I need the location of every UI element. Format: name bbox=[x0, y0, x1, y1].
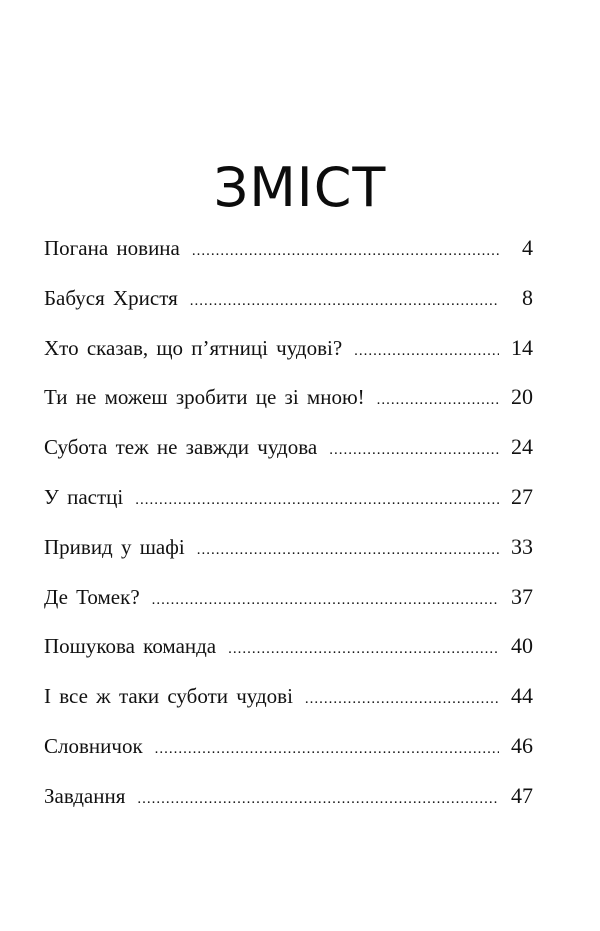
toc-entry[interactable] bbox=[44, 579, 533, 629]
toc-dot-leader bbox=[155, 731, 499, 767]
toc-entry-title: Словничок bbox=[44, 733, 143, 758]
toc-entry[interactable] bbox=[44, 230, 533, 280]
toc-entry[interactable] bbox=[44, 429, 533, 479]
table-of-contents bbox=[44, 230, 533, 828]
toc-entry-title: Пошукова команда bbox=[44, 634, 217, 659]
toc-entry[interactable] bbox=[44, 778, 533, 828]
toc-dot-leader bbox=[190, 283, 499, 319]
toc-entry-title: У пастці bbox=[44, 484, 124, 509]
toc-entry-title: Бабуся Христя bbox=[44, 285, 178, 310]
toc-entry-title: Хто сказав, що п’ятниці чудові? bbox=[44, 335, 343, 360]
toc-dot-leader bbox=[135, 482, 499, 518]
toc-entry-title: Погана новина bbox=[44, 236, 180, 260]
toc-entry-page: 4 bbox=[522, 235, 533, 260]
toc-entry-title: Субота теж не завжди чудова bbox=[44, 435, 318, 460]
toc-entry-page: 33 bbox=[511, 533, 533, 559]
toc-dot-leader bbox=[152, 582, 499, 618]
toc-dot-leader bbox=[377, 382, 499, 418]
toc-entry[interactable] bbox=[44, 280, 533, 330]
toc-entry-title: Привид у шафі bbox=[44, 534, 185, 559]
toc-entry-page: 44 bbox=[511, 683, 533, 709]
toc-entry[interactable] bbox=[44, 529, 533, 579]
toc-entry[interactable] bbox=[44, 330, 533, 380]
toc-entry[interactable] bbox=[44, 728, 533, 778]
toc-dot-leader bbox=[354, 333, 499, 369]
toc-entry-title: Завдання bbox=[44, 783, 126, 808]
toc-dot-leader bbox=[192, 233, 499, 269]
toc-entry-title: І все ж таки суботи чудові bbox=[44, 684, 293, 709]
toc-entry-page: 40 bbox=[511, 633, 533, 659]
toc-entry-page: 47 bbox=[511, 782, 533, 808]
toc-entry-page: 27 bbox=[511, 483, 533, 509]
toc-entry[interactable] bbox=[44, 379, 533, 429]
toc-entry-title: Ти не можеш зробити це зі мною! bbox=[44, 385, 365, 410]
toc-dot-leader bbox=[197, 532, 499, 568]
toc-entry[interactable] bbox=[44, 479, 533, 529]
toc-dot-leader bbox=[329, 432, 499, 468]
toc-entry-title: Де Томек? bbox=[44, 584, 140, 609]
toc-entry-page: 8 bbox=[522, 284, 533, 310]
toc-entry-page: 24 bbox=[511, 434, 533, 460]
toc-entry-page: 14 bbox=[511, 334, 533, 360]
toc-entry-page: 37 bbox=[511, 583, 533, 609]
toc-dot-leader bbox=[228, 631, 499, 667]
toc-entry-page: 20 bbox=[511, 384, 533, 410]
page-title: ЗМІСТ bbox=[213, 156, 387, 219]
toc-entry-page: 46 bbox=[511, 732, 533, 758]
toc-dot-leader bbox=[137, 781, 499, 817]
toc-entry[interactable] bbox=[44, 678, 533, 728]
toc-dot-leader bbox=[305, 681, 499, 717]
toc-entry[interactable] bbox=[44, 628, 533, 678]
